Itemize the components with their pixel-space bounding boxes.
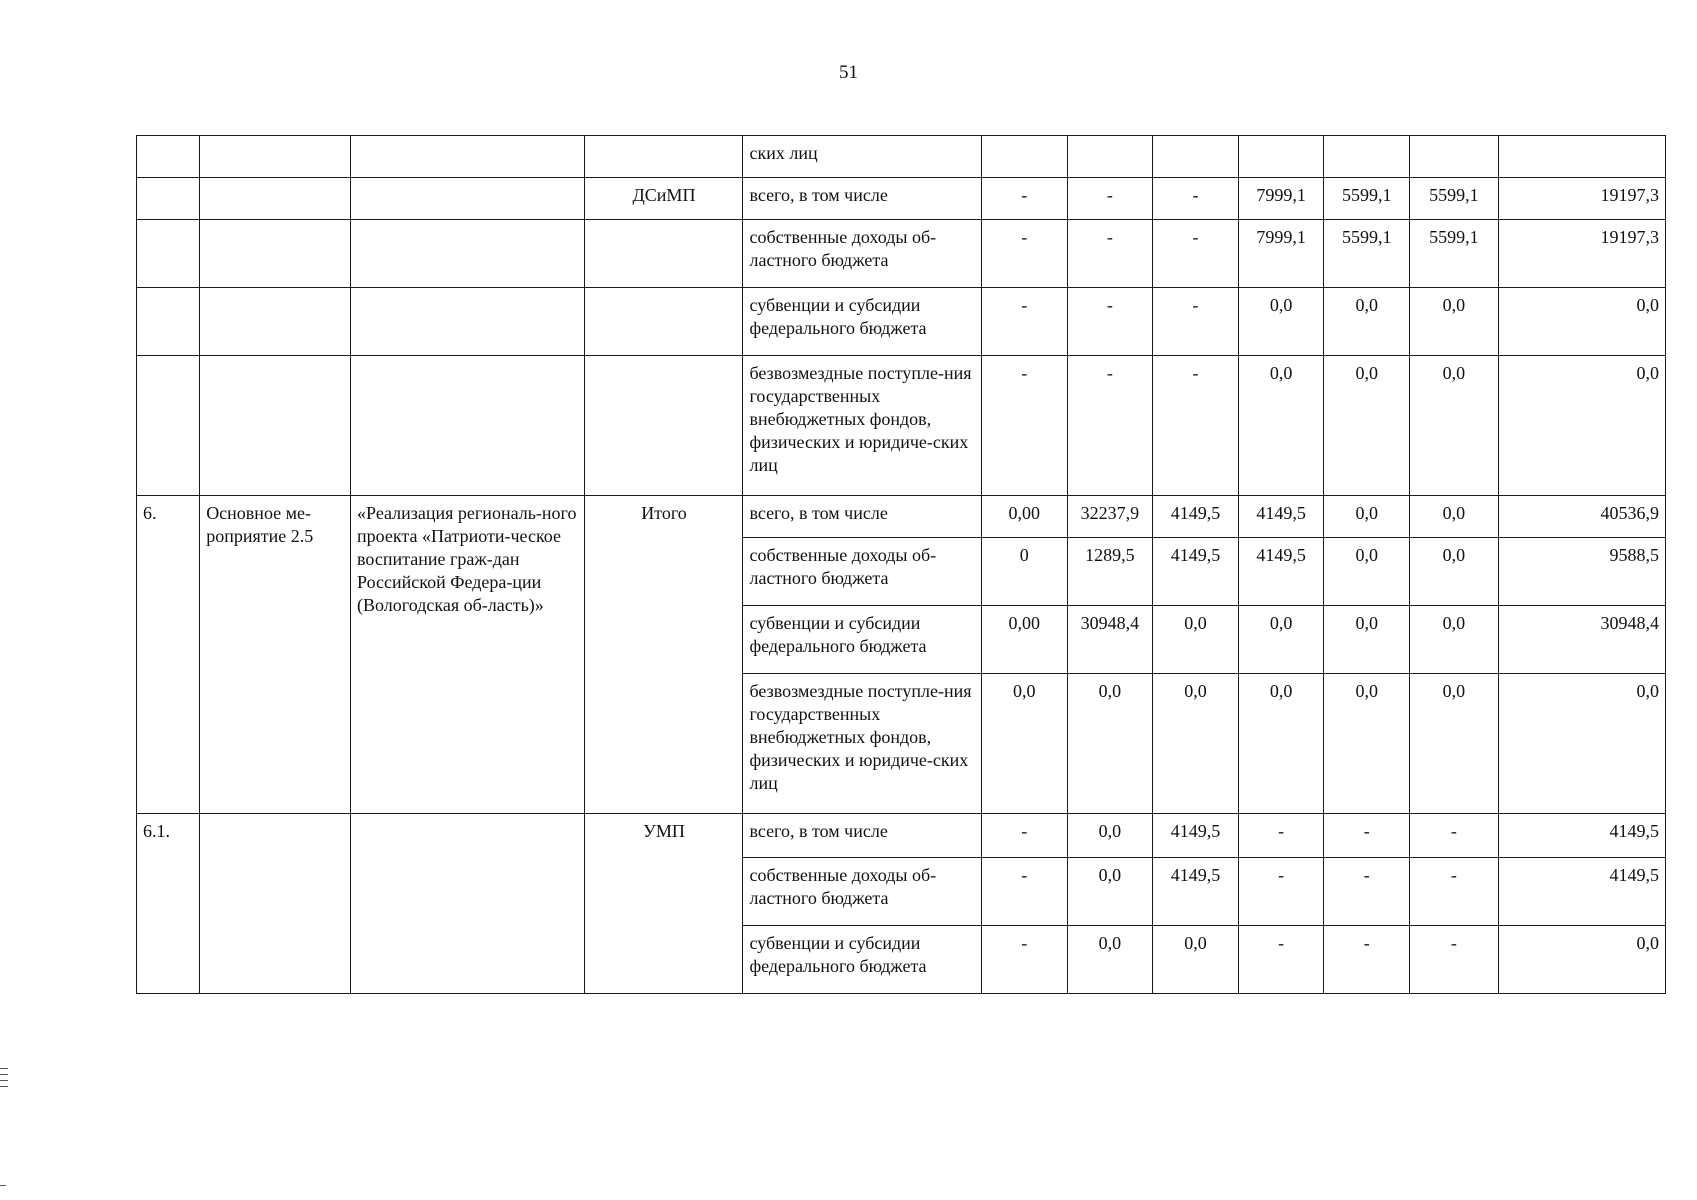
row-number (137, 288, 200, 356)
value-cell: 0,0 (1324, 538, 1410, 606)
value-cell: 32237,9 (1067, 496, 1153, 538)
executor: ДСиМП (585, 178, 743, 220)
value-cell: - (1153, 356, 1239, 496)
funding-source: субвенции и субсидии федерального бюджета (743, 926, 982, 994)
value-cell (1238, 136, 1324, 178)
activity-name (200, 288, 351, 356)
executor (585, 356, 743, 496)
margin-mark (0, 1080, 8, 1081)
table-row (137, 496, 1666, 538)
value-cell: 0,0 (1238, 674, 1324, 814)
value-cell: - (1324, 858, 1410, 926)
value-cell: 0,0 (1410, 674, 1499, 814)
value-cell: 30948,4 (1067, 606, 1153, 674)
funding-source: субвенции и субсидии федерального бюджета (743, 288, 982, 356)
value-cell: 0,0 (1153, 926, 1239, 994)
value-cell: 0,0 (1067, 814, 1153, 858)
value-cell: 0,0 (1067, 674, 1153, 814)
total-cell: 0,0 (1498, 674, 1665, 814)
margin-marks (0, 1068, 10, 1092)
value-cell: 4149,5 (1238, 496, 1324, 538)
table-row (137, 288, 1666, 356)
total-cell: 4149,5 (1498, 814, 1665, 858)
value-cell: 1289,5 (1067, 538, 1153, 606)
value-cell: - (1410, 858, 1499, 926)
value-cell: 0,00 (981, 606, 1067, 674)
value-cell: 5599,1 (1410, 178, 1499, 220)
value-cell: 7999,1 (1238, 220, 1324, 288)
value-cell: 7999,1 (1238, 178, 1324, 220)
value-cell: 0,0 (1067, 858, 1153, 926)
activity-name (200, 814, 351, 994)
activity-name: Основное ме-роприятие 2.5 (200, 496, 351, 814)
funding-source: всего, в том числе (743, 814, 982, 858)
activity-title: «Реализация региональ-ного проекта «Патриоти-ческое воспитание граж-дан Российской Федера-ции (Вологодская об-ласть)» (351, 496, 585, 814)
value-cell: 0,0 (1410, 288, 1499, 356)
executor (585, 288, 743, 356)
value-cell: - (1153, 178, 1239, 220)
value-cell: 4149,5 (1153, 538, 1239, 606)
value-cell: 5599,1 (1324, 178, 1410, 220)
value-cell: 0,0 (981, 674, 1067, 814)
row-number (137, 356, 200, 496)
value-cell: - (981, 356, 1067, 496)
value-cell: - (981, 814, 1067, 858)
executor: Итого (585, 496, 743, 814)
value-cell: - (1238, 814, 1324, 858)
value-cell (1153, 136, 1239, 178)
margin-tick (0, 1185, 6, 1186)
margin-mark (0, 1068, 8, 1069)
value-cell: 0,0 (1410, 606, 1499, 674)
total-cell: 0,0 (1498, 288, 1665, 356)
total-cell: 30948,4 (1498, 606, 1665, 674)
value-cell: 4149,5 (1153, 858, 1239, 926)
value-cell: 5599,1 (1324, 220, 1410, 288)
value-cell: 0,0 (1238, 356, 1324, 496)
value-cell: 0,0 (1324, 606, 1410, 674)
value-cell: 5599,1 (1410, 220, 1499, 288)
value-cell: - (1238, 858, 1324, 926)
total-cell: 19197,3 (1498, 220, 1665, 288)
budget-table (136, 135, 1666, 994)
value-cell (981, 136, 1067, 178)
value-cell: 0,00 (981, 496, 1067, 538)
value-cell: 0,0 (1153, 606, 1239, 674)
row-number (137, 220, 200, 288)
value-cell: 0 (981, 538, 1067, 606)
value-cell: 4149,5 (1238, 538, 1324, 606)
funding-source: безвозмездные поступле-ния государственных внебюджетных фондов, физических и юридиче-ских лиц (743, 674, 982, 814)
funding-source: всего, в том числе (743, 496, 982, 538)
activity-title (351, 814, 585, 994)
value-cell: 0,0 (1067, 926, 1153, 994)
value-cell: 4149,5 (1153, 814, 1239, 858)
value-cell: - (1067, 220, 1153, 288)
activity-title (351, 288, 585, 356)
activity-name (200, 178, 351, 220)
total-cell: 9588,5 (1498, 538, 1665, 606)
value-cell: 0,0 (1238, 288, 1324, 356)
funding-source: собственные доходы об-ластного бюджета (743, 538, 982, 606)
row-number (137, 136, 200, 178)
value-cell: 0,0 (1324, 288, 1410, 356)
table-row (137, 220, 1666, 288)
value-cell: - (1410, 814, 1499, 858)
value-cell: - (1410, 926, 1499, 994)
value-cell: 0,0 (1410, 538, 1499, 606)
activity-name (200, 220, 351, 288)
value-cell: - (1238, 926, 1324, 994)
executor: УМП (585, 814, 743, 994)
value-cell: - (981, 926, 1067, 994)
value-cell: 4149,5 (1153, 496, 1239, 538)
total-cell: 0,0 (1498, 356, 1665, 496)
row-number: 6.1. (137, 814, 200, 994)
activity-name (200, 356, 351, 496)
activity-title (351, 136, 585, 178)
page-number: 51 (839, 62, 858, 83)
funding-source: всего, в том числе (743, 178, 982, 220)
value-cell: - (1153, 288, 1239, 356)
value-cell: 0,0 (1153, 674, 1239, 814)
value-cell: - (1067, 178, 1153, 220)
table-row (137, 356, 1666, 496)
activity-title (351, 220, 585, 288)
value-cell: - (981, 858, 1067, 926)
total-cell: 40536,9 (1498, 496, 1665, 538)
total-cell (1498, 136, 1665, 178)
row-number (137, 178, 200, 220)
row-number: 6. (137, 496, 200, 814)
value-cell: - (981, 178, 1067, 220)
value-cell: - (981, 288, 1067, 356)
table-row (137, 136, 1666, 178)
activity-title (351, 178, 585, 220)
funding-source: субвенции и субсидии федерального бюджета (743, 606, 982, 674)
executor (585, 220, 743, 288)
funding-source: собственные доходы об-ластного бюджета (743, 220, 982, 288)
value-cell: 0,0 (1238, 606, 1324, 674)
value-cell: - (1067, 356, 1153, 496)
funding-source: безвозмездные поступле-ния государственных внебюджетных фондов, физических и юридиче-ских лиц (743, 356, 982, 496)
executor (585, 136, 743, 178)
margin-mark (0, 1086, 8, 1087)
table-row (137, 814, 1666, 858)
funding-source: собственные доходы об-ластного бюджета (743, 858, 982, 926)
funding-source: ских лиц (743, 136, 982, 178)
value-cell: - (1324, 814, 1410, 858)
total-cell: 0,0 (1498, 926, 1665, 994)
value-cell (1410, 136, 1499, 178)
value-cell: - (1067, 288, 1153, 356)
margin-mark (0, 1074, 8, 1075)
value-cell (1067, 136, 1153, 178)
total-cell: 4149,5 (1498, 858, 1665, 926)
value-cell: 0,0 (1324, 356, 1410, 496)
value-cell: - (1324, 926, 1410, 994)
table-row (137, 178, 1666, 220)
value-cell: 0,0 (1324, 674, 1410, 814)
value-cell: - (981, 220, 1067, 288)
value-cell: 0,0 (1324, 496, 1410, 538)
activity-title (351, 356, 585, 496)
value-cell: 0,0 (1410, 356, 1499, 496)
value-cell: 0,0 (1410, 496, 1499, 538)
total-cell: 19197,3 (1498, 178, 1665, 220)
activity-name (200, 136, 351, 178)
value-cell (1324, 136, 1410, 178)
value-cell: - (1153, 220, 1239, 288)
